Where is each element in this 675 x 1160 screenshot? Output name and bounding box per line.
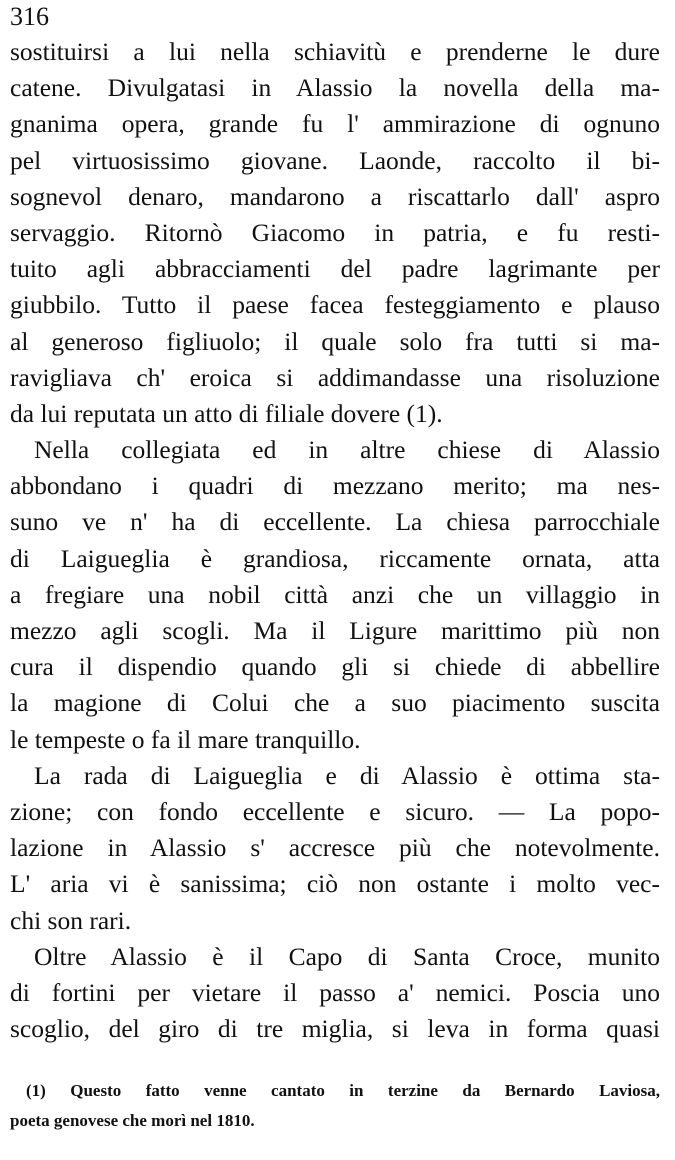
text-line: abbondano i quadri di mezzano merito; ma nes- (10, 471, 660, 501)
text-line: di Laigueglia è grandiosa, riccamente ornata, atta (10, 543, 660, 573)
text-line: di fortini per vietare il passo a' nemici. Poscia uno (10, 977, 660, 1007)
text-line: zione; con fondo eccellente e sicuro. — La popo- (10, 796, 660, 826)
text-line: scoglio, del giro di tre miglia, si leva in forma quasi (10, 1014, 660, 1044)
text-line: le tempeste o fa il mare tranquillo. (10, 724, 361, 754)
footnotes (10, 1076, 660, 1136)
footnote-line: (1) Questo fatto venne cantato in terzine da Bernardo Laviosa, (26, 1081, 660, 1100)
text-line: chi son rari. (10, 905, 132, 935)
text-line: mezzo agli scogli. Ma il Ligure marittimo più non (10, 616, 660, 645)
text-line: cura il dispendio quando gli si chiede di abbellire (10, 652, 660, 682)
text-line: pel virtuosissimo giovane. Laonde, raccolto il bi- (10, 145, 660, 175)
text-line: lazione in Alassio s' accresce più che notevolmente. (10, 833, 660, 863)
paragraph-start-line: Oltre Alassio è il Capo di Santa Croce, munito (34, 941, 660, 971)
text-line: sognevol denaro, mandarono a riscattarlo dall' aspro (10, 181, 660, 211)
text-line: al generoso figliuolo; il quale solo fra tutti si ma- (10, 326, 660, 356)
text-line: gnanima opera, grande fu l' ammirazione di ognuno (10, 109, 660, 139)
text-line: a fregiare una nobil città anzi che un villaggio in (10, 579, 660, 609)
text-line: ravigliava ch' eroica si addimandasse una risoluzione (10, 362, 660, 392)
text-line: catene. Divulgatasi in Alassio la novella della ma- (10, 73, 660, 103)
text-line: suno ve n' ha di eccellente. La chiesa parrocchiale (10, 507, 660, 537)
text-line: da lui reputata un atto di filiale dovere (1). (10, 398, 443, 428)
paragraph-start-line: La rada di Laigueglia e di Alassio è ottima sta- (34, 760, 660, 790)
text-line: la magione di Colui che a suo piacimento suscita (10, 688, 660, 718)
text-line: sostituirsi a lui nella schiavitù e prenderne le dure (10, 37, 660, 66)
text-line: servaggio. Ritornò Giacomo in patria, e fu resti- (10, 217, 660, 247)
text-line: L' aria vi è sanissima; ciò non ostante i molto vec- (10, 869, 660, 899)
page-number: 316 (10, 2, 49, 31)
text-line: giubbilo. Tutto il paese facea festeggiamento e plauso (10, 290, 660, 320)
paragraph-start-line: Nella collegiata ed in altre chiese di Alassio (34, 435, 660, 465)
text-line: tuito agli abbracciamenti del padre lagrimante per (10, 254, 660, 284)
body-text (10, 34, 660, 1047)
footnote-line: poeta genovese che morì nel 1810. (10, 1111, 255, 1130)
